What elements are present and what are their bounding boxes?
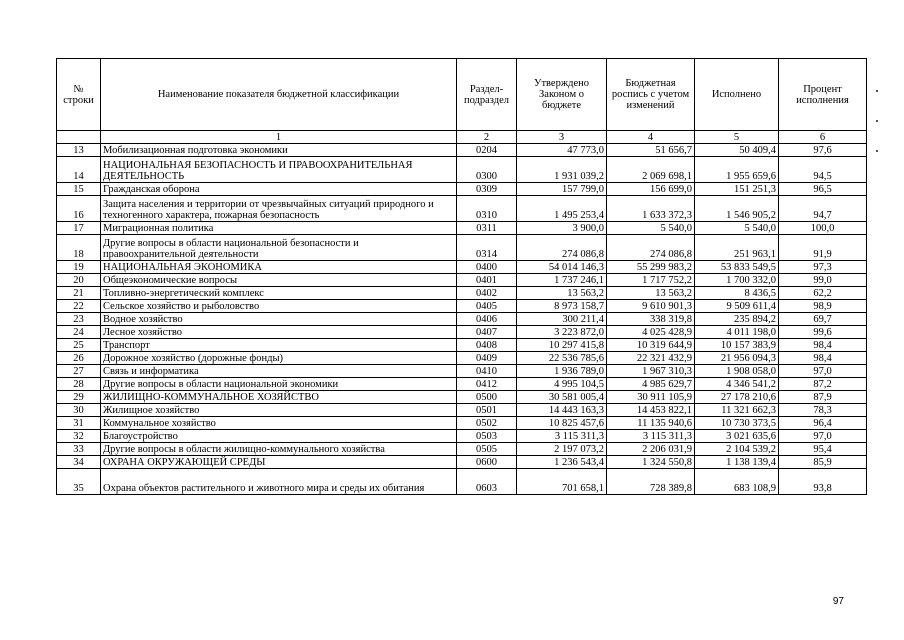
- indicator-name-cell: ОХРАНА ОКРУЖАЮЩЕЙ СРЕДЫ: [101, 456, 457, 469]
- executed-amount-cell: 1 700 332,0: [695, 274, 779, 287]
- indicator-name-cell: НАЦИОНАЛЬНАЯ ЭКОНОМИКА: [101, 261, 457, 274]
- approved-amount-cell: 3 223 872,0: [517, 326, 607, 339]
- approved-amount-cell: 8 973 158,7: [517, 300, 607, 313]
- approved-amount-cell: 1 495 253,4: [517, 196, 607, 222]
- row-number-cell: 16: [57, 196, 101, 222]
- table-row: [57, 144, 867, 157]
- column-number: [57, 131, 101, 144]
- column-number: 1: [101, 131, 457, 144]
- revised-amount-cell: 274 086,8: [607, 235, 695, 261]
- approved-amount-cell: 14 443 163,3: [517, 404, 607, 417]
- row-number-cell: 26: [57, 352, 101, 365]
- approved-amount-cell: 13 563,2: [517, 287, 607, 300]
- approved-amount-cell: 54 014 146,3: [517, 261, 607, 274]
- revised-amount-cell: 22 321 432,9: [607, 352, 695, 365]
- section-code-cell: 0309: [457, 183, 517, 196]
- indicator-name-cell: Коммунальное хозяйство: [101, 417, 457, 430]
- section-code-cell: 0408: [457, 339, 517, 352]
- revised-amount-cell: 3 115 311,3: [607, 430, 695, 443]
- section-code-cell: 0406: [457, 313, 517, 326]
- row-number-cell: 23: [57, 313, 101, 326]
- section-code-cell: 0603: [457, 469, 517, 495]
- execution-percent-cell: 69,7: [779, 313, 867, 326]
- execution-percent-cell: 98,9: [779, 300, 867, 313]
- execution-percent-cell: 98,4: [779, 352, 867, 365]
- header-executed: Исполнено: [695, 59, 779, 131]
- section-code-cell: 0314: [457, 235, 517, 261]
- row-number-cell: 15: [57, 183, 101, 196]
- section-code-cell: 0400: [457, 261, 517, 274]
- executed-amount-cell: 4 011 198,0: [695, 326, 779, 339]
- revised-amount-cell: 30 911 105,9: [607, 391, 695, 404]
- executed-amount-cell: 5 540,0: [695, 222, 779, 235]
- margin-mark: [876, 150, 878, 152]
- row-number-cell: 27: [57, 365, 101, 378]
- revised-amount-cell: 1 633 372,3: [607, 196, 695, 222]
- executed-amount-cell: 1 546 905,2: [695, 196, 779, 222]
- section-code-cell: 0310: [457, 196, 517, 222]
- revised-amount-cell: 55 299 983,2: [607, 261, 695, 274]
- row-number-cell: 19: [57, 261, 101, 274]
- section-code-cell: 0405: [457, 300, 517, 313]
- row-number-cell: 28: [57, 378, 101, 391]
- indicator-name-cell: Другие вопросы в области жилищно-коммунального хозяйства: [101, 443, 457, 456]
- revised-amount-cell: 728 389,8: [607, 469, 695, 495]
- table-row: [57, 391, 867, 404]
- row-number-cell: 29: [57, 391, 101, 404]
- row-number-cell: 25: [57, 339, 101, 352]
- executed-amount-cell: 10 730 373,5: [695, 417, 779, 430]
- table-row: [57, 261, 867, 274]
- table-row: [57, 352, 867, 365]
- revised-amount-cell: 11 135 940,6: [607, 417, 695, 430]
- execution-percent-cell: 97,0: [779, 365, 867, 378]
- indicator-name-cell: Жилищное хозяйство: [101, 404, 457, 417]
- approved-amount-cell: 2 197 073,2: [517, 443, 607, 456]
- header-indicator-name: Наименование показателя бюджетной классификации: [101, 59, 457, 131]
- table-row: [57, 443, 867, 456]
- indicator-name-cell: Другие вопросы в области национальной экономики: [101, 378, 457, 391]
- table-row: [57, 469, 867, 495]
- table-row: [57, 196, 867, 222]
- row-number-cell: 31: [57, 417, 101, 430]
- revised-amount-cell: 5 540,0: [607, 222, 695, 235]
- indicator-name-cell: ЖИЛИЩНО-КОММУНАЛЬНОЕ ХОЗЯЙСТВО: [101, 391, 457, 404]
- execution-percent-cell: 91,9: [779, 235, 867, 261]
- revised-amount-cell: 4 985 629,7: [607, 378, 695, 391]
- section-code-cell: 0402: [457, 287, 517, 300]
- table-row: [57, 417, 867, 430]
- revised-amount-cell: 9 610 901,3: [607, 300, 695, 313]
- approved-amount-cell: 47 773,0: [517, 144, 607, 157]
- indicator-name-cell: Другие вопросы в области национальной безопасности и правоохранительной деятельности: [101, 235, 457, 261]
- approved-amount-cell: 10 297 415,8: [517, 339, 607, 352]
- indicator-name-cell: Дорожное хозяйство (дорожные фонды): [101, 352, 457, 365]
- indicator-name-cell: Защита населения и территории от чрезвычайных ситуаций природного и техногенного характера, пожарная безопасность: [101, 196, 457, 222]
- executed-amount-cell: 8 436,5: [695, 287, 779, 300]
- indicator-name-cell: Водное хозяйство: [101, 313, 457, 326]
- budget-execution-table: [56, 58, 867, 495]
- execution-percent-cell: 99,6: [779, 326, 867, 339]
- table-row: [57, 378, 867, 391]
- executed-amount-cell: 235 894,2: [695, 313, 779, 326]
- approved-amount-cell: 30 581 005,4: [517, 391, 607, 404]
- table-row: [57, 326, 867, 339]
- revised-amount-cell: 14 453 822,1: [607, 404, 695, 417]
- section-code-cell: 0505: [457, 443, 517, 456]
- execution-percent-cell: 87,2: [779, 378, 867, 391]
- indicator-name-cell: Связь и информатика: [101, 365, 457, 378]
- header-revised: Бюджетная роспись с учетом изменений: [607, 59, 695, 131]
- executed-amount-cell: 683 108,9: [695, 469, 779, 495]
- margin-mark: [876, 120, 878, 122]
- row-number-cell: 21: [57, 287, 101, 300]
- row-number-cell: 20: [57, 274, 101, 287]
- section-code-cell: 0503: [457, 430, 517, 443]
- executed-amount-cell: 21 956 094,3: [695, 352, 779, 365]
- revised-amount-cell: 338 319,8: [607, 313, 695, 326]
- row-number-cell: 24: [57, 326, 101, 339]
- executed-amount-cell: 1 138 139,4: [695, 456, 779, 469]
- table-row: [57, 235, 867, 261]
- section-code-cell: 0412: [457, 378, 517, 391]
- section-code-cell: 0409: [457, 352, 517, 365]
- revised-amount-cell: 13 563,2: [607, 287, 695, 300]
- revised-amount-cell: 1 967 310,3: [607, 365, 695, 378]
- table-row: [57, 287, 867, 300]
- execution-percent-cell: 95,4: [779, 443, 867, 456]
- execution-percent-cell: 100,0: [779, 222, 867, 235]
- indicator-name-cell: Сельское хозяйство и рыболовство: [101, 300, 457, 313]
- header-approved: Утверждено Законом о бюджете: [517, 59, 607, 131]
- row-number-cell: 35: [57, 469, 101, 495]
- indicator-name-cell: Благоустройство: [101, 430, 457, 443]
- execution-percent-cell: 87,9: [779, 391, 867, 404]
- column-number: 5: [695, 131, 779, 144]
- row-number-cell: 13: [57, 144, 101, 157]
- executed-amount-cell: 1 908 058,0: [695, 365, 779, 378]
- indicator-name-cell: Общеэкономические вопросы: [101, 274, 457, 287]
- table-row: [57, 339, 867, 352]
- revised-amount-cell: 2 206 031,9: [607, 443, 695, 456]
- row-number-cell: 34: [57, 456, 101, 469]
- revised-amount-cell: 2 069 698,1: [607, 157, 695, 183]
- header-row-number: № строки: [57, 59, 101, 131]
- execution-percent-cell: 96,4: [779, 417, 867, 430]
- table-row: [57, 365, 867, 378]
- indicator-name-cell: Гражданская оборона: [101, 183, 457, 196]
- header-section-code: Раздел-подраздел: [457, 59, 517, 131]
- revised-amount-cell: 51 656,7: [607, 144, 695, 157]
- execution-percent-cell: 96,5: [779, 183, 867, 196]
- column-number: 3: [517, 131, 607, 144]
- margin-mark: [876, 90, 878, 92]
- row-number-cell: 22: [57, 300, 101, 313]
- indicator-name-cell: Транспорт: [101, 339, 457, 352]
- table-row: [57, 157, 867, 183]
- approved-amount-cell: 274 086,8: [517, 235, 607, 261]
- executed-amount-cell: 27 178 210,6: [695, 391, 779, 404]
- section-code-cell: 0401: [457, 274, 517, 287]
- approved-amount-cell: 1 936 789,0: [517, 365, 607, 378]
- row-number-cell: 17: [57, 222, 101, 235]
- table-row: [57, 222, 867, 235]
- indicator-name-cell: Миграционная политика: [101, 222, 457, 235]
- revised-amount-cell: 1 324 550,8: [607, 456, 695, 469]
- executed-amount-cell: 11 321 662,3: [695, 404, 779, 417]
- execution-percent-cell: 97,0: [779, 430, 867, 443]
- approved-amount-cell: 3 900,0: [517, 222, 607, 235]
- execution-percent-cell: 85,9: [779, 456, 867, 469]
- executed-amount-cell: 9 509 611,4: [695, 300, 779, 313]
- approved-amount-cell: 10 825 457,6: [517, 417, 607, 430]
- executed-amount-cell: 151 251,3: [695, 183, 779, 196]
- row-number-cell: 18: [57, 235, 101, 261]
- execution-percent-cell: 94,5: [779, 157, 867, 183]
- approved-amount-cell: 22 536 785,6: [517, 352, 607, 365]
- section-code-cell: 0600: [457, 456, 517, 469]
- execution-percent-cell: 62,2: [779, 287, 867, 300]
- table-row: [57, 313, 867, 326]
- section-code-cell: 0311: [457, 222, 517, 235]
- table-row: [57, 300, 867, 313]
- execution-percent-cell: 97,6: [779, 144, 867, 157]
- column-number: 6: [779, 131, 867, 144]
- approved-amount-cell: 1 931 039,2: [517, 157, 607, 183]
- execution-percent-cell: 98,4: [779, 339, 867, 352]
- approved-amount-cell: 3 115 311,3: [517, 430, 607, 443]
- execution-percent-cell: 78,3: [779, 404, 867, 417]
- column-number: 2: [457, 131, 517, 144]
- page-number: 97: [832, 596, 844, 607]
- executed-amount-cell: 3 021 635,6: [695, 430, 779, 443]
- row-number-cell: 14: [57, 157, 101, 183]
- indicator-name-cell: НАЦИОНАЛЬНАЯ БЕЗОПАСНОСТЬ И ПРАВООХРАНИТЕЛЬНАЯ ДЕЯТЕЛЬНОСТЬ: [101, 157, 457, 183]
- execution-percent-cell: 97,3: [779, 261, 867, 274]
- approved-amount-cell: 1 737 246,1: [517, 274, 607, 287]
- revised-amount-cell: 10 319 644,9: [607, 339, 695, 352]
- executed-amount-cell: 53 833 549,5: [695, 261, 779, 274]
- table-row: [57, 274, 867, 287]
- table-row: [57, 430, 867, 443]
- section-code-cell: 0204: [457, 144, 517, 157]
- executed-amount-cell: 4 346 541,2: [695, 378, 779, 391]
- executed-amount-cell: 251 963,1: [695, 235, 779, 261]
- executed-amount-cell: 50 409,4: [695, 144, 779, 157]
- approved-amount-cell: 157 799,0: [517, 183, 607, 196]
- row-number-cell: 32: [57, 430, 101, 443]
- approved-amount-cell: 1 236 543,4: [517, 456, 607, 469]
- column-number-row: [57, 131, 867, 144]
- indicator-name-cell: Лесное хозяйство: [101, 326, 457, 339]
- row-number-cell: 30: [57, 404, 101, 417]
- table-row: [57, 404, 867, 417]
- column-number: 4: [607, 131, 695, 144]
- revised-amount-cell: 1 717 752,2: [607, 274, 695, 287]
- margin-marks: [876, 90, 882, 180]
- executed-amount-cell: 10 157 383,9: [695, 339, 779, 352]
- indicator-name-cell: Топливно-энергетический комплекс: [101, 287, 457, 300]
- executed-amount-cell: 2 104 539,2: [695, 443, 779, 456]
- section-code-cell: 0300: [457, 157, 517, 183]
- header-row: [57, 59, 867, 131]
- table-row: [57, 456, 867, 469]
- section-code-cell: 0410: [457, 365, 517, 378]
- execution-percent-cell: 94,7: [779, 196, 867, 222]
- section-code-cell: 0502: [457, 417, 517, 430]
- header-percent: Процент исполнения: [779, 59, 867, 131]
- table-row: [57, 183, 867, 196]
- approved-amount-cell: 701 658,1: [517, 469, 607, 495]
- executed-amount-cell: 1 955 659,6: [695, 157, 779, 183]
- revised-amount-cell: 4 025 428,9: [607, 326, 695, 339]
- section-code-cell: 0500: [457, 391, 517, 404]
- execution-percent-cell: 99,0: [779, 274, 867, 287]
- document-page: [56, 58, 866, 495]
- section-code-cell: 0501: [457, 404, 517, 417]
- indicator-name-cell: Мобилизационная подготовка экономики: [101, 144, 457, 157]
- revised-amount-cell: 156 699,0: [607, 183, 695, 196]
- execution-percent-cell: 93,8: [779, 469, 867, 495]
- approved-amount-cell: 4 995 104,5: [517, 378, 607, 391]
- row-number-cell: 33: [57, 443, 101, 456]
- approved-amount-cell: 300 211,4: [517, 313, 607, 326]
- indicator-name-cell: Охрана объектов растительного и животного мира и среды их обитания: [101, 469, 457, 495]
- section-code-cell: 0407: [457, 326, 517, 339]
